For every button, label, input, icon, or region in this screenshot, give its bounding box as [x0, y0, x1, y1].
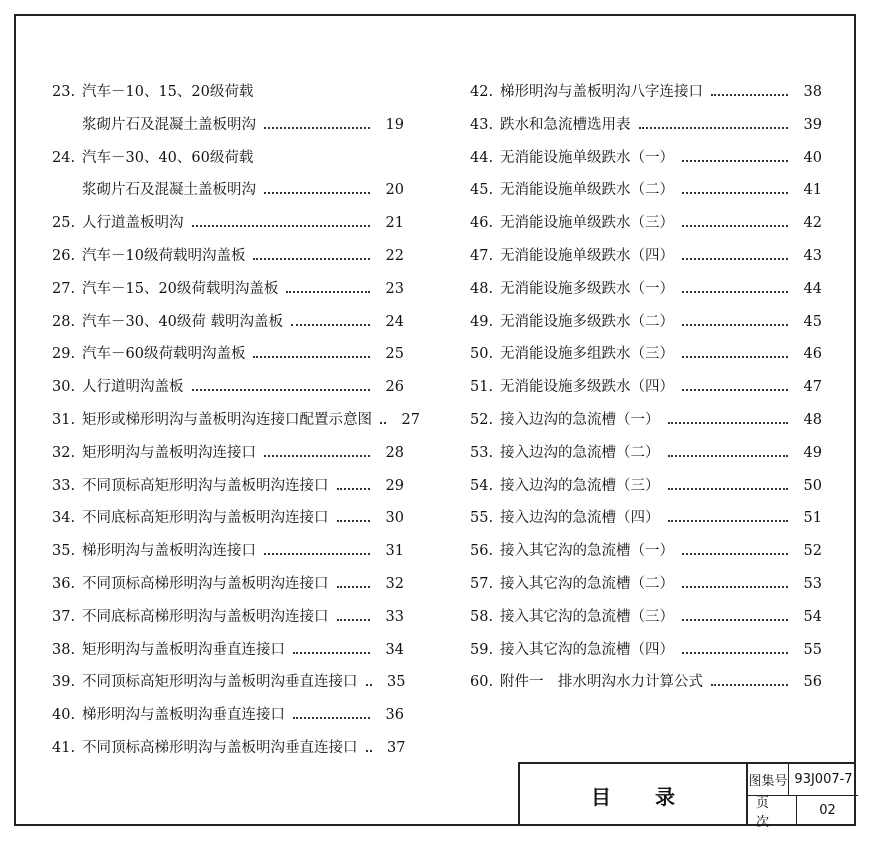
- toc-entry-title: 梯形明沟与盖板明沟连接口: [82, 543, 256, 560]
- toc-entry: [52, 306, 404, 339]
- toc-leader-dots: [668, 520, 789, 522]
- toc-entry-line: [52, 541, 404, 561]
- toc-entry-number: 34.: [52, 510, 76, 527]
- toc-entry: [470, 371, 822, 404]
- toc-entry-number: 33.: [52, 477, 76, 494]
- toc-entry-number: 30.: [52, 379, 76, 396]
- toc-entry-title: 人行道明沟盖板: [82, 379, 184, 396]
- toc-entry-title: 浆砌片石及混凝土盖板明沟: [82, 182, 256, 199]
- toc-entry-number: 38.: [52, 641, 76, 658]
- toc-entry: [52, 470, 404, 503]
- toc-entry-line: [470, 443, 822, 463]
- toc-entry-number: 53.: [470, 444, 494, 461]
- toc-entry-page: 31: [385, 543, 404, 560]
- title-block: [518, 762, 856, 830]
- toc-entry-page: 35: [387, 674, 406, 691]
- toc-entry: [52, 634, 404, 667]
- toc-entry-title: 无消能设施多组跌水（三）: [500, 346, 674, 363]
- toc-entry-number: 56.: [470, 543, 494, 560]
- toc-entry: [52, 273, 404, 306]
- toc-leader-dots: [286, 291, 370, 293]
- toc-entry-number: 44.: [470, 149, 494, 166]
- toc-entry-number: 54.: [470, 477, 494, 494]
- toc-entry-page: 56: [803, 674, 822, 691]
- toc-entry-number: 35.: [52, 543, 76, 560]
- toc-leader-dots: [682, 225, 788, 227]
- toc-entry-title: 接入其它沟的急流槽（二）: [500, 575, 674, 592]
- toc-leader-dots: [253, 258, 370, 260]
- toc-leader-dots: [291, 324, 370, 326]
- toc-entry-number: 42.: [470, 84, 494, 100]
- toc-entry-number: 36.: [52, 575, 76, 592]
- toc-entry-title: 接入其它沟的急流槽（四）: [500, 641, 674, 658]
- toc-entry-line: [470, 312, 822, 332]
- toc-entry-page: 36: [385, 707, 404, 724]
- toc-entry-title: 矩形明沟与盖板明沟连接口: [82, 444, 256, 461]
- toc-leader-dots: [366, 684, 372, 686]
- toc-entry-title: 附件一 排水明沟水力计算公式: [500, 674, 703, 691]
- toc-entry: [470, 502, 822, 535]
- toc-entry-line: [52, 607, 404, 627]
- toc-entry-number: 55.: [470, 510, 494, 527]
- toc-entry-number: 29.: [52, 346, 76, 363]
- toc-leader-dots: [192, 389, 371, 391]
- toc-entry-page: 43: [803, 247, 822, 264]
- page-number-label: 页次: [748, 795, 797, 826]
- toc-entry: [52, 601, 404, 634]
- toc-entry: [470, 666, 822, 699]
- toc-entry-line: [52, 115, 404, 135]
- page-number-row: [748, 795, 858, 830]
- toc-entry-line: [470, 672, 822, 692]
- toc-entry: [52, 437, 404, 470]
- toc-entry-page: 29: [385, 477, 404, 494]
- toc-entry-line: [470, 640, 822, 660]
- toc-leader-dots: [192, 225, 371, 227]
- toc-entry: [52, 174, 404, 207]
- toc-entry: [52, 109, 404, 142]
- toc-leader-dots: [682, 324, 788, 326]
- toc-entry-title: 汽车－30、40、60级荷载: [82, 149, 254, 166]
- toc-entry-line: [470, 213, 822, 233]
- toc-entry-line: [52, 344, 404, 364]
- toc-entry-number: 46.: [470, 215, 494, 232]
- toc-entry: [52, 207, 404, 240]
- toc-leader-dots: [682, 356, 788, 358]
- toc-leader-dots: [293, 717, 370, 719]
- toc-leader-dots: [337, 520, 371, 522]
- toc-leader-dots: [668, 455, 789, 457]
- toc-entry-line: [52, 279, 404, 299]
- toc-entry-line: [52, 377, 404, 397]
- toc-leader-dots: [264, 553, 370, 555]
- toc-entry-number: 48.: [470, 280, 494, 297]
- toc-entry-number: 57.: [470, 575, 494, 592]
- toc-entry: [52, 240, 404, 273]
- toc-entry-title: 矩形明沟与盖板明沟垂直连接口: [82, 641, 285, 658]
- toc-entry-line: [52, 148, 404, 168]
- toc-entry-title: 无消能设施单级跌水（二）: [500, 182, 674, 199]
- toc-entry-number: 39.: [52, 674, 76, 691]
- toc-entry-number: 27.: [52, 280, 76, 297]
- toc-entry-number: 24.: [52, 149, 76, 166]
- toc-leader-dots: [264, 127, 370, 129]
- toc-entry-page: 46: [803, 346, 822, 363]
- toc-entry: [470, 240, 822, 273]
- toc-entry-line: [52, 508, 404, 528]
- toc-leader-dots: [337, 488, 371, 490]
- toc-leader-dots: [264, 192, 370, 194]
- toc-leader-dots: [366, 750, 372, 752]
- toc-entry-line: [470, 377, 822, 397]
- toc-entry-line: [470, 541, 822, 561]
- toc-entry-title: 无消能设施单级跌水（四）: [500, 247, 674, 264]
- toc-entry-number: 47.: [470, 247, 494, 264]
- toc-entry-title: 汽车－10、15、20级荷载: [82, 84, 254, 100]
- toc-leader-dots: [711, 684, 788, 686]
- toc-entry-page: 40: [803, 149, 822, 166]
- toc-entry-page: 33: [385, 608, 404, 625]
- toc-entry-page: 24: [385, 313, 404, 330]
- toc-leader-dots: [682, 619, 788, 621]
- toc-entry: [52, 502, 404, 535]
- toc-entry-page: 19: [385, 116, 404, 133]
- toc-entry: [52, 535, 404, 568]
- toc-entry-title: 接入其它沟的急流槽（一）: [500, 543, 674, 560]
- toc-entry-line: [470, 148, 822, 168]
- toc-entry-title: 无消能设施多级跌水（一）: [500, 280, 674, 297]
- toc-entry: [52, 404, 420, 437]
- toc-entry-title: 接入边沟的急流槽（二）: [500, 444, 660, 461]
- toc-entry-title: 接入其它沟的急流槽（三）: [500, 608, 674, 625]
- toc-entry-page: 38: [803, 84, 822, 100]
- toc-entry-page: 22: [385, 247, 404, 264]
- toc-entry-line: [470, 279, 822, 299]
- toc-entry-number: 32.: [52, 444, 76, 461]
- title-block-title: 目录: [591, 784, 719, 809]
- toc-entry-line: [52, 738, 404, 758]
- toc-entry-number: 41.: [52, 739, 76, 756]
- toc-entry-title: 无消能设施多级跌水（二）: [500, 313, 674, 330]
- toc-entry: [470, 404, 822, 437]
- toc-entry-number: 23.: [52, 84, 76, 100]
- toc-leader-dots: [264, 455, 370, 457]
- toc-entry-line: [52, 443, 404, 463]
- toc-entry: [52, 338, 404, 371]
- toc-entry-title: 无消能设施单级跌水（三）: [500, 215, 674, 232]
- toc-entry: [470, 437, 822, 470]
- toc-entry-line: [52, 180, 404, 200]
- toc-leader-dots: [253, 356, 370, 358]
- toc-entry-page: 32: [385, 575, 404, 592]
- toc-leader-dots: [682, 389, 788, 391]
- toc-entry-page: 30: [385, 510, 404, 527]
- toc-entry-page: 28: [385, 444, 404, 461]
- toc-entry-number: 49.: [470, 313, 494, 330]
- toc-entry-title: 跌水和急流槽选用表: [500, 116, 631, 133]
- toc-entry: [470, 568, 822, 601]
- toc-entry-line: [52, 672, 404, 692]
- toc-entry-title: 人行道盖板明沟: [82, 215, 184, 232]
- toc-leader-dots: [380, 422, 386, 424]
- toc-entry-page: 37: [387, 739, 406, 756]
- toc-left-column: [52, 76, 420, 765]
- toc-entry-line: [52, 574, 404, 594]
- toc-entry-number: 50.: [470, 346, 494, 363]
- toc-entry-line: [52, 246, 404, 266]
- toc-entry-number: 52.: [470, 411, 494, 428]
- toc-entry-number: 40.: [52, 707, 76, 724]
- toc-leader-dots: [337, 619, 371, 621]
- title-block-grid: [746, 764, 858, 830]
- toc-entry-number: 58.: [470, 608, 494, 625]
- toc-entry-page: 27: [401, 411, 420, 428]
- toc-entry-line: [470, 115, 822, 135]
- toc-entry-number: 59.: [470, 641, 494, 658]
- toc-entry-line: [470, 476, 822, 496]
- toc-entry-title: 不同顶标高梯形明沟与盖板明沟连接口: [82, 575, 329, 592]
- toc-entry-line: [52, 705, 404, 725]
- page-number-value: 02: [819, 803, 836, 818]
- toc-entry: [470, 338, 822, 371]
- toc-entry-title: 不同底标高梯形明沟与盖板明沟连接口: [82, 608, 329, 625]
- toc-entry-page: 44: [803, 280, 822, 297]
- toc-entry-page: 50: [803, 477, 822, 494]
- toc-entry-line: [470, 344, 822, 364]
- toc-entry-line: [52, 213, 404, 233]
- toc-entry-number: 43.: [470, 116, 494, 133]
- toc-entry-number: 37.: [52, 608, 76, 625]
- toc-entry: [470, 470, 822, 503]
- atlas-number-label: 图集号: [748, 764, 789, 795]
- toc-entry-title: 汽车－10级荷载明沟盖板: [82, 247, 246, 264]
- toc-entry-title: 不同顶标高梯形明沟与盖板明沟垂直连接口: [82, 739, 358, 756]
- toc-entry: [52, 76, 404, 109]
- toc-entry-page: 20: [385, 182, 404, 199]
- toc-entry-line: [52, 640, 404, 660]
- toc-entry-title: 接入边沟的急流槽（三）: [500, 477, 660, 494]
- toc-leader-dots: [293, 652, 370, 654]
- toc-leader-dots: [682, 258, 788, 260]
- toc-entry-line: [470, 574, 822, 594]
- toc-entry-page: 45: [803, 313, 822, 330]
- toc-entry-title: 不同顶标高矩形明沟与盖板明沟垂直连接口: [82, 674, 358, 691]
- toc-entry: [470, 174, 822, 207]
- toc-right-column: [470, 76, 822, 699]
- toc-leader-dots: [639, 127, 789, 129]
- toc-entry: [52, 732, 404, 765]
- toc-leader-dots: [711, 94, 788, 96]
- toc-entry: [52, 699, 404, 732]
- toc-entry-line: [470, 82, 822, 102]
- toc-entry-line: [470, 246, 822, 266]
- toc-entry-title: 矩形或梯形明沟与盖板明沟连接口配置示意图: [82, 411, 372, 428]
- toc-entry-line: [52, 82, 404, 102]
- toc-leader-dots: [682, 553, 788, 555]
- toc-entry: [470, 601, 822, 634]
- toc-entry-page: 54: [803, 608, 822, 625]
- toc-entry-page: 42: [803, 215, 822, 232]
- toc-entry-number: 28.: [52, 313, 76, 330]
- toc-entry-line: [52, 476, 404, 496]
- toc-entry: [52, 666, 404, 699]
- toc-entry-title: 无消能设施多级跌水（四）: [500, 379, 674, 396]
- toc-entry-line: [470, 410, 822, 430]
- toc-entry-line: [52, 410, 420, 430]
- toc-leader-dots: [668, 488, 789, 490]
- toc-entry-number: 45.: [470, 182, 494, 199]
- toc-entry-title: 梯形明沟与盖板明沟垂直连接口: [82, 707, 285, 724]
- toc-entry-title: 梯形明沟与盖板明沟八字连接口: [500, 84, 703, 100]
- toc-entry-line: [470, 607, 822, 627]
- toc-entry: [52, 568, 404, 601]
- toc-entry: [470, 273, 822, 306]
- toc-entry-title: 不同底标高矩形明沟与盖板明沟连接口: [82, 510, 329, 527]
- toc-leader-dots: [682, 192, 788, 194]
- toc-entry-page: 55: [803, 641, 822, 658]
- toc-leader-dots: [682, 586, 788, 588]
- toc-entry-title: 汽车－30、40级荷 载明沟盖板: [82, 313, 284, 330]
- toc-entry-line: [52, 312, 404, 332]
- toc-entry-number: 25.: [52, 215, 76, 232]
- toc-entry-number: 51.: [470, 379, 494, 396]
- toc-entry-page: 51: [803, 510, 822, 527]
- toc-entry-line: [470, 180, 822, 200]
- toc-entry-title: 汽车－60级荷载明沟盖板: [82, 346, 246, 363]
- toc-entry-title: 接入边沟的急流槽（一）: [500, 411, 660, 428]
- toc-entry: [470, 109, 822, 142]
- toc-leader-dots: [337, 586, 371, 588]
- toc-entry-page: 49: [803, 444, 822, 461]
- toc-entry: [470, 306, 822, 339]
- toc-entry: [470, 142, 822, 175]
- toc-entry-title: 接入边沟的急流槽（四）: [500, 510, 660, 527]
- toc-entry-number: 31.: [52, 411, 76, 428]
- atlas-number-value: 93J007-7: [794, 772, 853, 787]
- toc-entry-page: 21: [385, 215, 404, 232]
- toc-entry-title: 汽车－15、20级荷载明沟盖板: [82, 280, 279, 297]
- toc-entry-page: 26: [385, 379, 404, 396]
- toc-entry-page: 48: [803, 411, 822, 428]
- toc-entry-page: 41: [803, 182, 822, 199]
- toc-entry-number: 60.: [470, 674, 494, 691]
- toc-entry-title: 浆砌片石及混凝土盖板明沟: [82, 116, 256, 133]
- toc-entry-page: 52: [803, 543, 822, 560]
- toc-entry-title: 无消能设施单级跌水（一）: [500, 149, 674, 166]
- toc-entry-line: [470, 508, 822, 528]
- toc-entry-page: 53: [803, 575, 822, 592]
- toc-entry-page: 34: [385, 641, 404, 658]
- toc-entry-title: 不同顶标高矩形明沟与盖板明沟连接口: [82, 477, 329, 494]
- toc-entry: [470, 207, 822, 240]
- toc-leader-dots: [682, 291, 788, 293]
- toc-entry: [470, 634, 822, 667]
- toc-entry-page: 47: [803, 379, 822, 396]
- toc-leader-dots: [668, 422, 789, 424]
- toc-entry: [470, 535, 822, 568]
- toc-leader-dots: [682, 652, 788, 654]
- toc-entry: [52, 142, 404, 175]
- toc-entry-number: 26.: [52, 247, 76, 264]
- toc-entry: [470, 76, 822, 109]
- toc-entry-page: 39: [803, 116, 822, 133]
- toc-entry-page: 25: [385, 346, 404, 363]
- toc-leader-dots: [682, 160, 788, 162]
- toc-entry: [52, 371, 404, 404]
- toc-entry-page: 23: [385, 280, 404, 297]
